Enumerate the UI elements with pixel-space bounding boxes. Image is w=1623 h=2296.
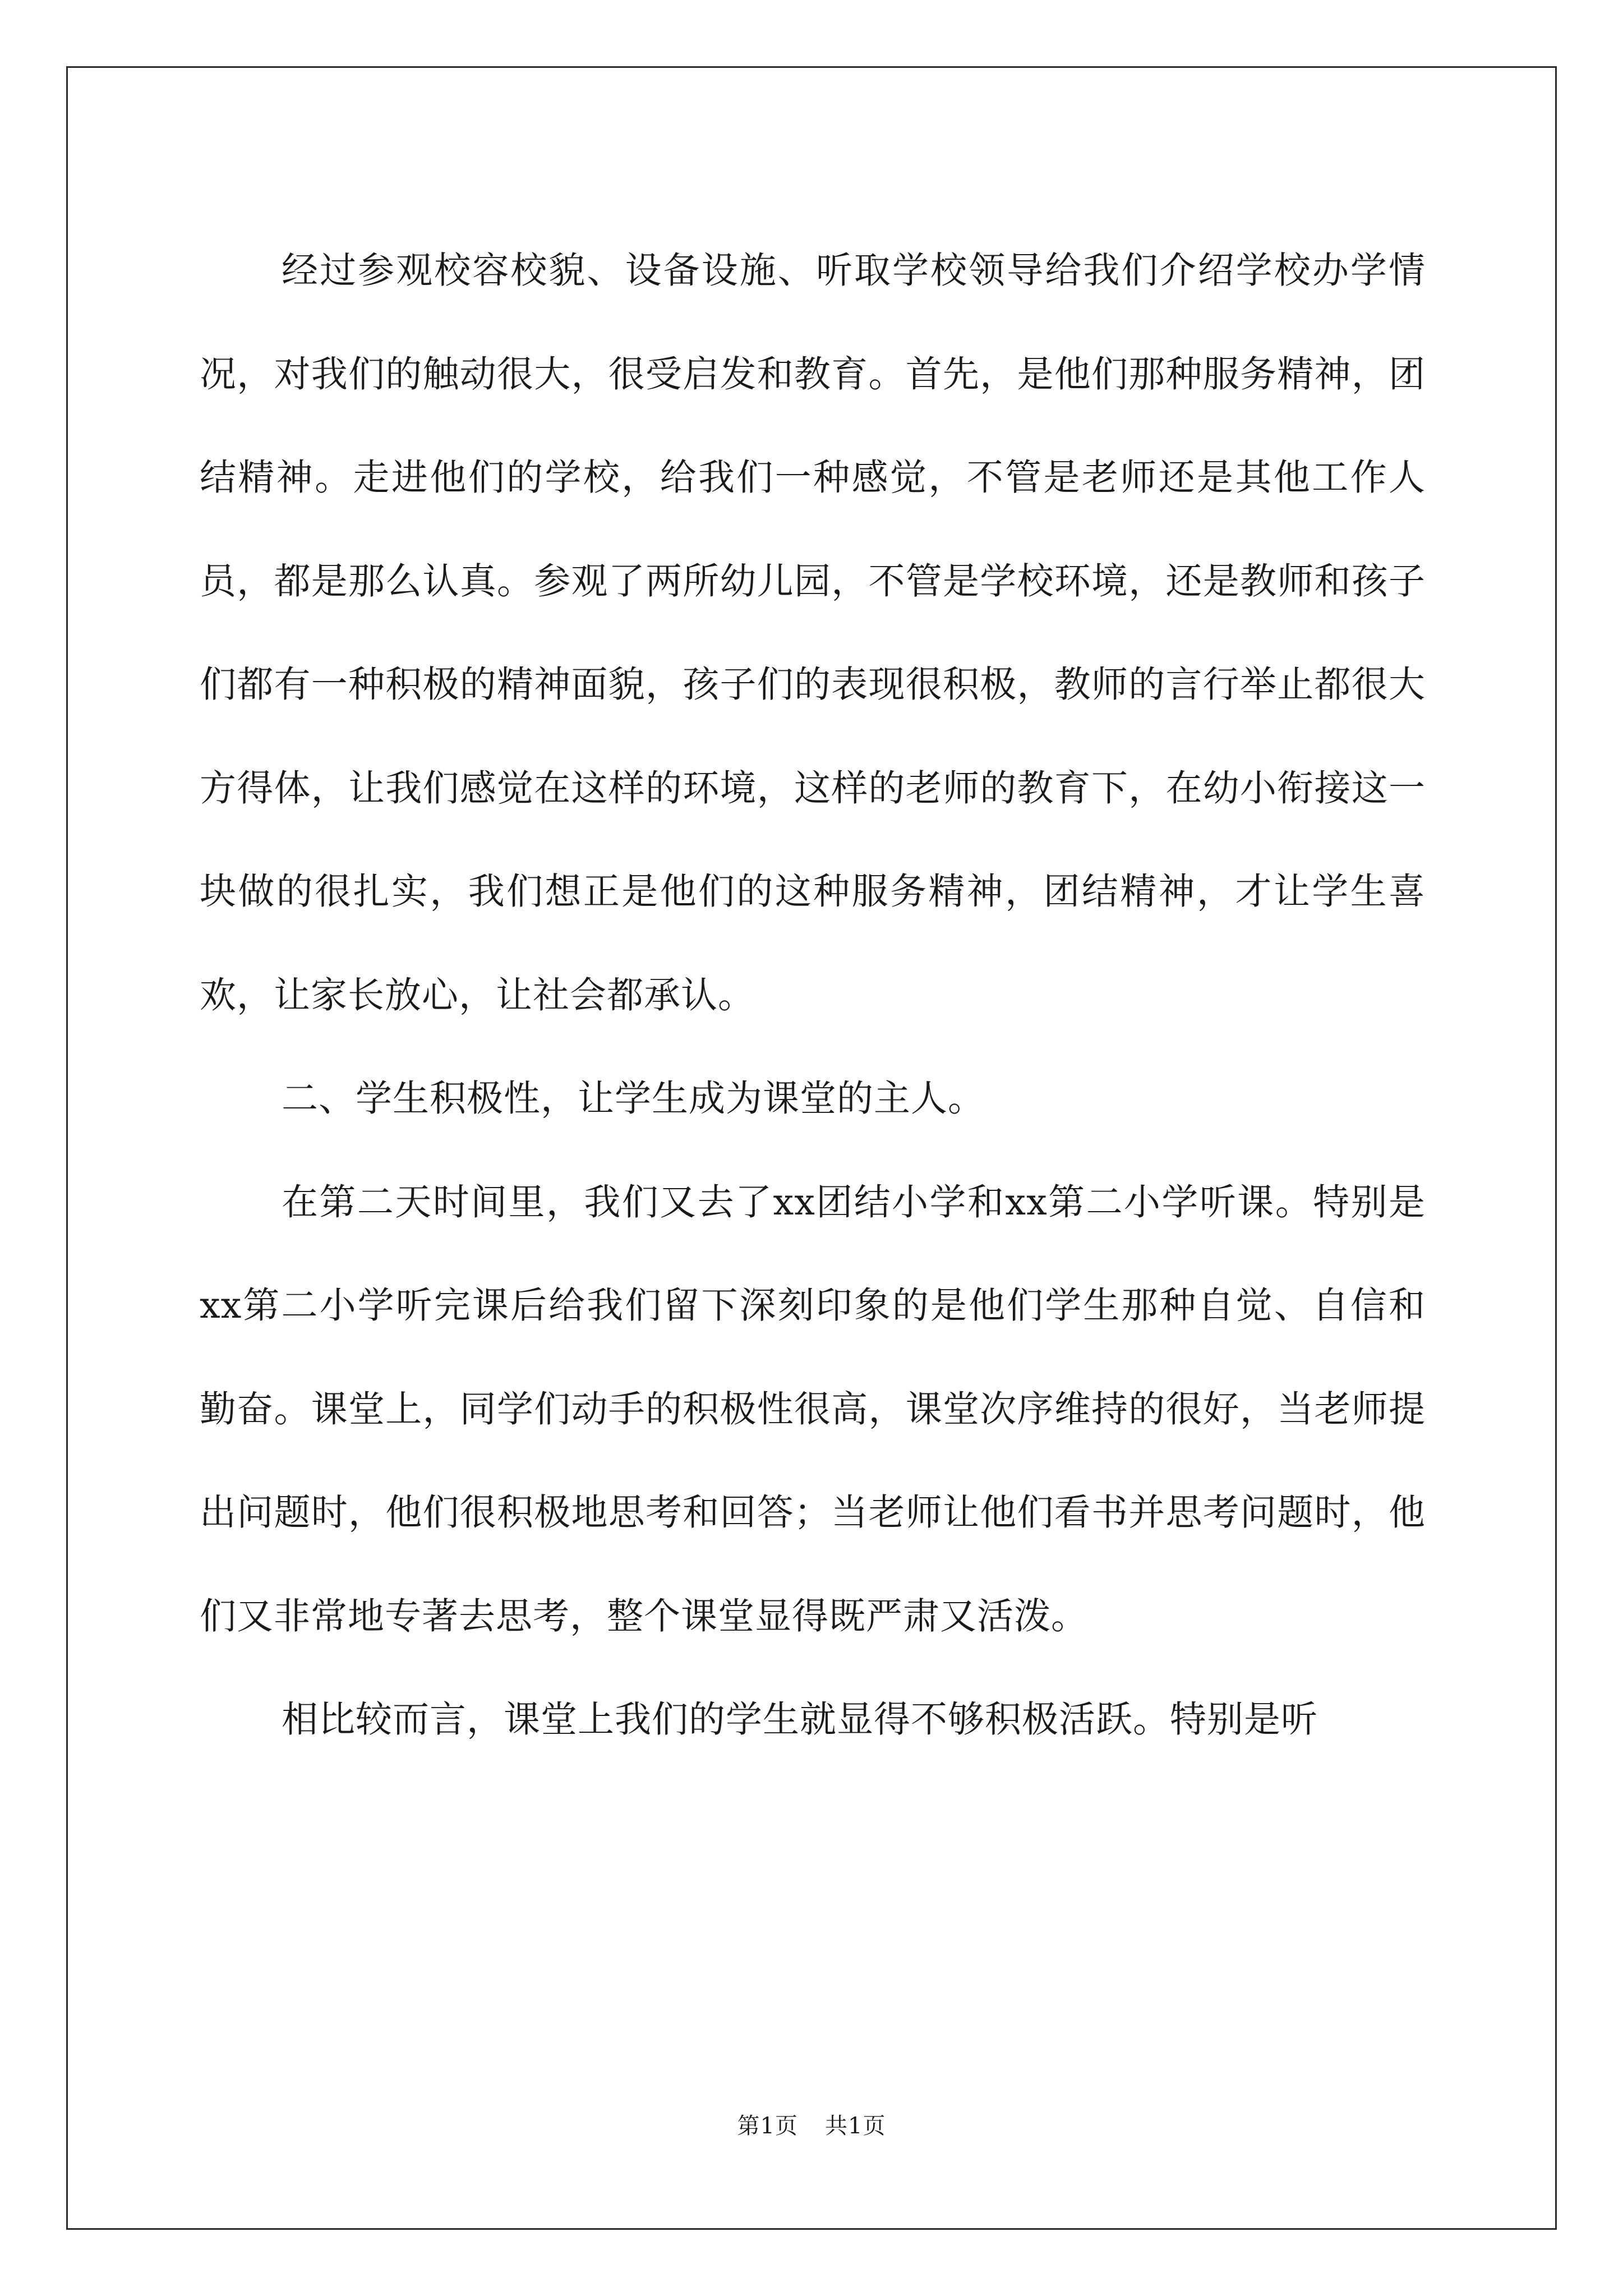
page-footer (0, 2109, 1623, 2143)
paragraph: 经过参观校容校貌、设备设施、听取学校领导给我们介绍学校办学情况，对我们的触动很大，很受启发和教育。首先，是他们那种服务精神，团结精神。走进他们的学校，给我们一种感觉，不管是老师还是其他工作人员，都是那么认真。参观了两所幼儿园，不管是学校环境，还是教师和孩子们都有一种积极的精神面貌，孩子们的表现很积极，教师的言行举止都很大方得体，让我们感觉在这样的环境，这样的老师的教育下，在幼小衔接这一块做的很扎实，我们想正是他们的这种服务精神，团结精神，才让学生喜欢，让家长放心，让社会都承认。 (200, 250, 1426, 1016)
paragraph-heading: 二、学生积极性，让学生成为课堂的主人。 (282, 1078, 985, 1120)
paragraph: 在第二天时间里，我们又去了xx团结小学和xx第二小学听课。特别是xx第二小学听完课后给我们留下深刻印象的是他们学生那种自觉、自信和勤奋。课堂上，同学们动手的积极性很高，课堂次序维持的很好，当老师提出问题时，他们很积极地思考和回答；当老师让他们看书并思考问题时，他们又非常地专著去思考，整个课堂显得既严肃又活泼。 (200, 1181, 1426, 1637)
document-body (200, 219, 1426, 1772)
page-number-total: 共1页 (825, 2113, 886, 2139)
paragraph: 相比较而言，课堂上我们的学生就显得不够积极活跃。特别是听 (282, 1699, 1318, 1741)
page-number-current: 第1页 (737, 2113, 798, 2139)
